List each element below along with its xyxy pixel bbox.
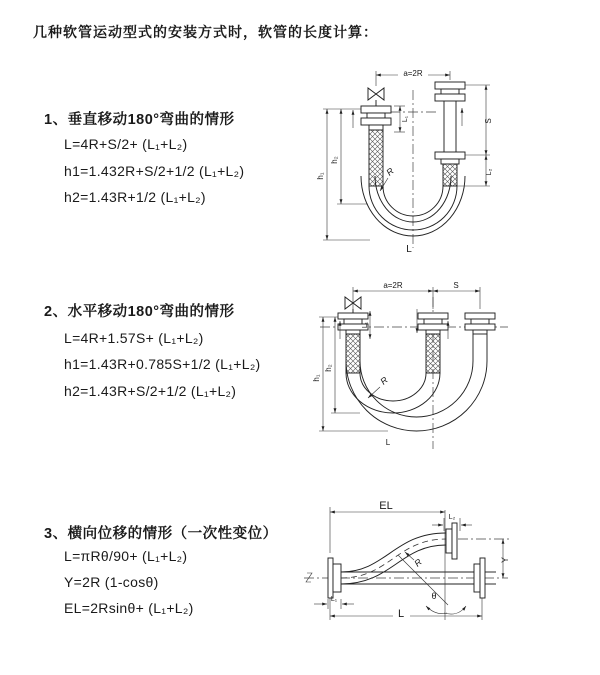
middle-flange	[418, 313, 448, 334]
right-braided-hose	[443, 164, 457, 186]
page-title: 几种软管运动型式的安装方式时，软管的长度计算：	[33, 24, 378, 40]
l1-dimension	[394, 106, 409, 132]
s-curve-hose	[341, 533, 446, 584]
valve-icon	[368, 88, 384, 106]
dim-label-el: EL	[379, 500, 393, 512]
dim-label-l2: L₂	[448, 514, 456, 521]
upper-flange	[446, 523, 457, 559]
section-3-formula-L: L=πRθ/90+ (L₁+L₂)	[64, 548, 188, 564]
left-braided-hose	[346, 334, 360, 373]
section-3-formula-Y: Y=2R (1-cosθ)	[64, 574, 159, 590]
l-dimension	[330, 598, 482, 620]
section-3-heading: 3、横向位移的情形（一次性变位）	[44, 526, 278, 542]
diagram-horizontal-180-bend-svg	[308, 281, 543, 455]
y-dimension	[500, 539, 510, 578]
top-dimensions	[353, 281, 480, 309]
dim-label-r: R	[384, 165, 396, 178]
diagram-lateral-displacement	[298, 498, 563, 645]
middle-braided-hose	[426, 334, 440, 373]
right-flange-upper	[435, 82, 465, 101]
dim-label-l1: L₁	[402, 115, 409, 123]
dim-label-r: R	[378, 374, 390, 387]
dim-label-a2r: a=2R	[383, 281, 403, 290]
dim-label-s: S	[453, 281, 459, 290]
l1-dimension	[314, 596, 354, 609]
section-2-heading: 2、水平移动180°弯曲的情形	[44, 304, 235, 320]
section-2-formula-L: L=4R+1.57S+ (L₁+L₂)	[64, 330, 204, 346]
left-flange	[361, 106, 391, 130]
section-1-formula-h1: h1=1.432R+S/2+1/2 (L₁+L₂)	[64, 163, 245, 179]
diagram-vertical-180-bend-svg	[310, 64, 520, 260]
break-symbol	[306, 573, 312, 582]
l1-dimension	[362, 309, 417, 339]
section-2-formula-h1: h1=1.43R+0.785S+1/2 (L₁+L₂)	[64, 356, 261, 372]
dim-label-l1: L₁	[362, 321, 369, 329]
section-2-formula-h2: h2=1.43R+S/2+1/2 (L₁+L₂)	[64, 383, 237, 399]
diagram-vertical-180-bend	[310, 64, 520, 260]
dim-label-theta: θ	[431, 591, 437, 601]
radius-callout	[405, 552, 424, 569]
dim-label-y: Y	[500, 556, 510, 564]
right-pipe	[444, 101, 456, 152]
left-dimensions	[316, 109, 370, 240]
centerlines	[390, 90, 438, 248]
diagram-horizontal-180-bend	[308, 281, 543, 455]
dim-label-h2: h₂	[330, 156, 339, 164]
section-3-formula-EL: EL=2Rsinθ+ (L₁+L₂)	[64, 600, 194, 616]
section-1-heading: 1、垂直移动180°弯曲的情形	[44, 112, 235, 128]
section-1-formula-h2: h2=1.43R+1/2 (L₁+L₂)	[64, 189, 206, 205]
dim-label-L: L	[385, 438, 391, 447]
right-flange	[465, 313, 495, 334]
right-flange-lower	[435, 152, 465, 164]
dim-label-h2: h₂	[324, 364, 333, 372]
section-1-formula-L: L=4R+S/2+ (L₁+L₂)	[64, 136, 188, 152]
diagram-lateral-displacement-svg	[298, 498, 563, 645]
dim-label-r: R	[412, 556, 424, 569]
dim-label-s: S	[484, 118, 493, 124]
theta-angle	[398, 555, 466, 614]
dim-label-l2: L₂	[486, 168, 493, 176]
dim-label-l1: L₁	[330, 596, 338, 603]
right-pipe	[473, 334, 487, 361]
left-braided-hose	[369, 130, 383, 186]
el-dimension	[330, 500, 445, 553]
dim-label-h1: h₁	[312, 374, 321, 382]
dim-label-a2r: a=2R	[403, 69, 423, 78]
hose-u-bends	[346, 361, 487, 431]
dim-label-L: L	[397, 608, 405, 620]
dim-label-h1: h₁	[316, 172, 325, 180]
dim-label-L: L	[406, 244, 412, 255]
left-flange	[328, 558, 341, 598]
